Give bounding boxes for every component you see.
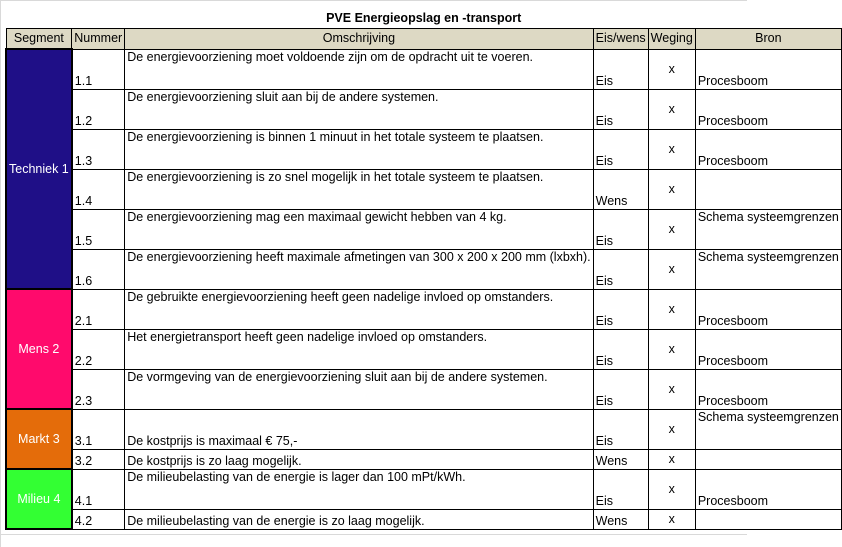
segment-techniek[interactable]: Techniek 1 xyxy=(6,49,72,289)
cell-nummer[interactable]: 2.1 xyxy=(72,289,125,329)
cell-nummer[interactable]: 2.3 xyxy=(72,369,125,409)
cell-omschrijving[interactable]: De energievoorziening is zo snel mogelijk in het totale systeem te plaatsen. xyxy=(125,169,593,209)
cell-eiswens[interactable]: Wens xyxy=(593,169,648,209)
cell-weging[interactable]: x xyxy=(648,369,695,409)
gridline xyxy=(0,0,1,547)
header-segment[interactable]: Segment xyxy=(6,29,72,50)
header-omschrijving[interactable]: Omschrijving xyxy=(125,29,593,50)
segment-milieu[interactable]: Milieu 4 xyxy=(6,469,72,529)
cell-weging[interactable]: x xyxy=(648,209,695,249)
cell-bron[interactable]: Schema systeemgrenzen xyxy=(695,209,841,249)
cell-nummer[interactable]: 1.5 xyxy=(72,209,125,249)
cell-bron[interactable]: Procesboom xyxy=(695,369,841,409)
cell-nummer[interactable]: 3.1 xyxy=(72,409,125,449)
cell-eiswens[interactable]: Eis xyxy=(593,289,648,329)
cell-nummer[interactable]: 1.6 xyxy=(72,249,125,289)
cell-omschrijving[interactable]: De kostprijs is maximaal € 75,- xyxy=(125,409,593,449)
cell-omschrijving[interactable]: De energievoorziening mag een maximaal gewicht hebben van 4 kg. xyxy=(125,209,593,249)
cell-omschrijving[interactable]: De kostprijs is zo laag mogelijk. xyxy=(125,449,593,469)
cell-bron[interactable]: Schema systeemgrenzen xyxy=(695,409,841,449)
cell-weging[interactable]: x xyxy=(648,289,695,329)
cell-weging[interactable]: x xyxy=(648,329,695,369)
cell-eiswens[interactable]: Wens xyxy=(593,509,648,529)
cell-nummer[interactable]: 3.2 xyxy=(72,449,125,469)
cell-weging[interactable]: x xyxy=(648,249,695,289)
cell-nummer[interactable]: 2.2 xyxy=(72,329,125,369)
cell-omschrijving[interactable]: De milieubelasting van de energie is zo laag mogelijk. xyxy=(125,509,593,529)
cell-nummer[interactable]: 1.2 xyxy=(72,89,125,129)
cell-eiswens[interactable]: Eis xyxy=(593,89,648,129)
header-weging[interactable]: Weging xyxy=(648,29,695,50)
cell-bron[interactable]: Procesboom xyxy=(695,469,841,509)
cell-weging[interactable]: x xyxy=(648,469,695,509)
header-bron[interactable]: Bron xyxy=(695,29,841,50)
cell-eiswens[interactable]: Eis xyxy=(593,469,648,509)
cell-omschrijving[interactable]: De energievoorziening heeft maximale afmetingen van 300 x 200 x 200 mm (lxbxh). xyxy=(125,249,593,289)
cell-eiswens[interactable]: Wens xyxy=(593,449,648,469)
gridline xyxy=(0,0,747,1)
cell-bron[interactable]: Procesboom xyxy=(695,289,841,329)
cell-weging[interactable]: x xyxy=(648,449,695,469)
cell-omschrijving[interactable]: De energievoorziening sluit aan bij de andere systemen. xyxy=(125,89,593,129)
cell-eiswens[interactable]: Eis xyxy=(593,249,648,289)
cell-omschrijving[interactable]: De energievoorziening is binnen 1 minuut in het totale systeem te plaatsen. xyxy=(125,129,593,169)
cell-bron[interactable]: Schema systeemgrenzen xyxy=(695,249,841,289)
cell-weging[interactable]: x xyxy=(648,509,695,529)
cell-omschrijving[interactable]: De vormgeving van de energievoorziening sluit aan bij de andere systemen. xyxy=(125,369,593,409)
cell-eiswens[interactable]: Eis xyxy=(593,129,648,169)
header-nummer[interactable]: Nummer xyxy=(72,29,125,50)
cell-bron[interactable] xyxy=(695,509,841,529)
table-title: PVE Energieopslag en -transport xyxy=(326,11,522,25)
cell-weging[interactable]: x xyxy=(648,169,695,209)
cell-nummer[interactable]: 1.4 xyxy=(72,169,125,209)
cell-bron[interactable]: Procesboom xyxy=(695,49,841,89)
cell-eiswens[interactable]: Eis xyxy=(593,329,648,369)
header-eiswens[interactable]: Eis/wens xyxy=(593,29,648,50)
cell-omschrijving[interactable]: De gebruikte energievoorziening heeft geen nadelige invloed op omstanders. xyxy=(125,289,593,329)
cell-weging[interactable]: x xyxy=(648,89,695,129)
cell-weging[interactable]: x xyxy=(648,49,695,89)
cell-eiswens[interactable]: Eis xyxy=(593,369,648,409)
cell-eiswens[interactable]: Eis xyxy=(593,209,648,249)
cell-omschrijving[interactable]: De energievoorziening moet voldoende zijn om de opdracht uit te voeren. xyxy=(125,49,593,89)
cell-omschrijving[interactable]: De milieubelasting van de energie is lager dan 100 mPt/kWh. xyxy=(125,469,593,509)
cell-bron[interactable]: Procesboom xyxy=(695,89,841,129)
cell-nummer[interactable]: 1.3 xyxy=(72,129,125,169)
requirements-table xyxy=(5,9,842,530)
cell-nummer[interactable]: 4.2 xyxy=(72,509,125,529)
cell-weging[interactable]: x xyxy=(648,409,695,449)
cell-bron[interactable] xyxy=(695,169,841,209)
cell-omschrijving[interactable]: Het energietransport heeft geen nadelige invloed op omstanders. xyxy=(125,329,593,369)
cell-bron[interactable]: Procesboom xyxy=(695,329,841,369)
cell-eiswens[interactable]: Eis xyxy=(593,49,648,89)
cell-weging[interactable]: x xyxy=(648,129,695,169)
segment-markt[interactable]: Markt 3 xyxy=(6,409,72,469)
cell-bron[interactable] xyxy=(695,449,841,469)
segment-mens[interactable]: Mens 2 xyxy=(6,289,72,409)
cell-nummer[interactable]: 4.1 xyxy=(72,469,125,509)
cell-bron[interactable]: Procesboom xyxy=(695,129,841,169)
cell-eiswens[interactable]: Eis xyxy=(593,409,648,449)
cell-nummer[interactable]: 1.1 xyxy=(72,49,125,89)
gridline xyxy=(0,534,747,535)
